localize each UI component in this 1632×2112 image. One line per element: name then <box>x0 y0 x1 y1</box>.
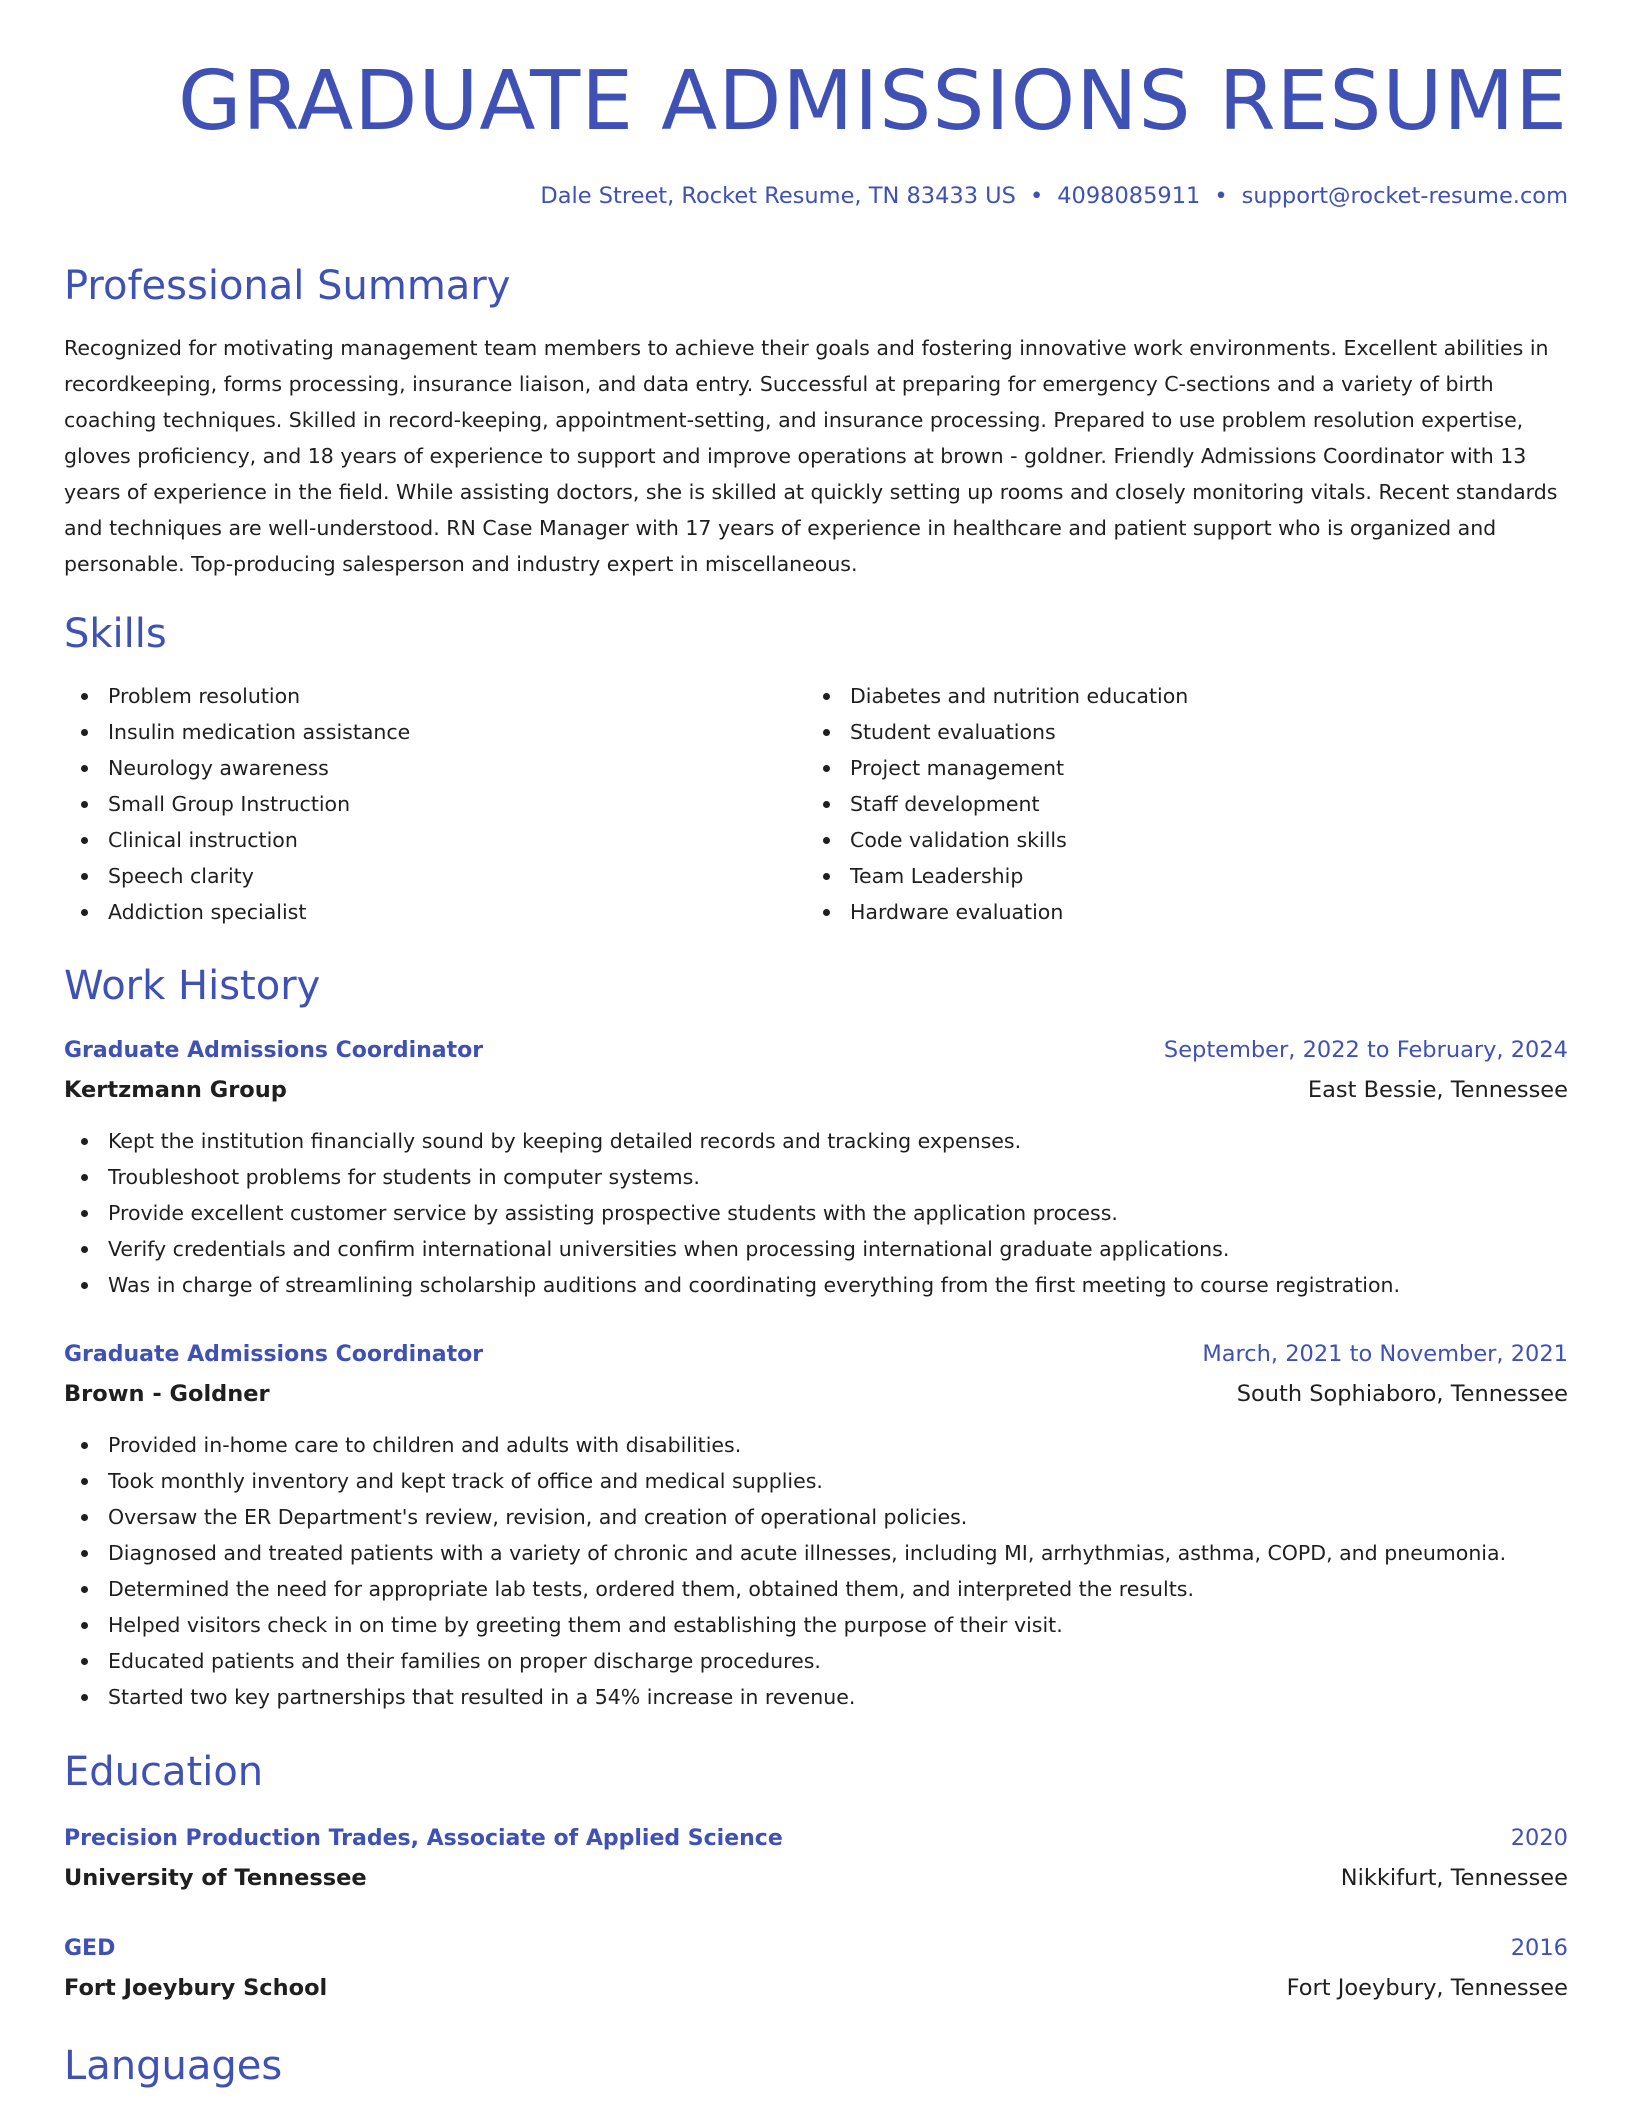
school-location: Fort Joeybury, Tennessee <box>1286 1975 1568 2001</box>
job-dates: March, 2021 to November, 2021 <box>1202 1341 1568 1367</box>
job-duty: Started two key partnerships that resulted in a 54% increase in revenue. <box>64 1679 1568 1715</box>
education-entry <box>64 1928 1568 2007</box>
skill-item: Student evaluations <box>806 714 1568 750</box>
contact-address: Dale Street, Rocket Resume, TN 83433 US <box>540 183 1016 209</box>
skill-item: Small Group Instruction <box>64 786 806 822</box>
job-company: Brown - Goldner <box>64 1381 270 1407</box>
skill-item: Clinical instruction <box>64 822 806 858</box>
languages-heading: Languages <box>64 2043 283 2089</box>
skill-item: Addiction specialist <box>64 894 806 930</box>
contact-email[interactable]: support@rocket-resume.com <box>1241 183 1568 209</box>
school-name: Fort Joeybury School <box>64 1975 328 2001</box>
job-duty: Kept the institution financially sound by keeping detailed records and tracking expenses. <box>64 1123 1568 1159</box>
school-name: University of Tennessee <box>64 1865 367 1891</box>
skills-column-left <box>64 678 806 930</box>
job-duties <box>64 1427 1568 1715</box>
education-heading: Education <box>64 1749 264 1795</box>
skill-item: Neurology awareness <box>64 750 806 786</box>
degree-title: Precision Production Trades, Associate of Applied Science <box>64 1826 783 1851</box>
job-duties <box>64 1123 1568 1303</box>
job-entry <box>64 1334 1568 1715</box>
job-title: Graduate Admissions Coordinator <box>64 1038 484 1063</box>
skill-item: Hardware evaluation <box>806 894 1568 930</box>
skill-item: Code validation skills <box>806 822 1568 858</box>
work-history-heading: Work History <box>64 963 321 1009</box>
summary-heading: Professional Summary <box>64 263 511 309</box>
job-duty: Verify credentials and confirm international universities when processing international graduate applications. <box>64 1231 1568 1267</box>
job-duty: Provide excellent customer service by assisting prospective students with the application process. <box>64 1195 1568 1231</box>
contact-phone[interactable]: 4098085911 <box>1057 183 1201 209</box>
skill-item: Speech clarity <box>64 858 806 894</box>
job-duty: Provided in-home care to children and adults with disabilities. <box>64 1427 1568 1463</box>
skill-item: Project management <box>806 750 1568 786</box>
job-duty: Determined the need for appropriate lab tests, ordered them, obtained them, and interpreted the results. <box>64 1571 1568 1607</box>
skills-heading: Skills <box>64 611 167 657</box>
graduation-year: 2016 <box>1510 1935 1568 1961</box>
skill-item: Team Leadership <box>806 858 1568 894</box>
job-duty: Troubleshoot problems for students in computer systems. <box>64 1159 1568 1195</box>
school-location: Nikkifurt, Tennessee <box>1340 1865 1568 1891</box>
job-duty: Was in charge of streamlining scholarship auditions and coordinating everything from the first meeting to course registration. <box>64 1267 1568 1303</box>
resume-title: GRADUATE ADMISSIONS RESUME <box>177 54 1568 149</box>
skills-list <box>64 678 1568 930</box>
job-location: East Bessie, Tennessee <box>1307 1077 1568 1103</box>
contact-separator: • <box>1029 183 1044 209</box>
job-dates: September, 2022 to February, 2024 <box>1163 1037 1568 1063</box>
contact-line <box>540 180 1568 212</box>
job-location: South Sophiaboro, Tennessee <box>1236 1381 1568 1407</box>
job-title: Graduate Admissions Coordinator <box>64 1342 484 1367</box>
job-duty: Diagnosed and treated patients with a variety of chronic and acute illnesses, including MI, arrhythmias, asthma, COPD, and pneumonia. <box>64 1535 1568 1571</box>
skill-item: Diabetes and nutrition education <box>806 678 1568 714</box>
skill-item: Insulin medication assistance <box>64 714 806 750</box>
degree-title: GED <box>64 1936 116 1961</box>
skills-column-right <box>806 678 1568 930</box>
graduation-year: 2020 <box>1510 1825 1568 1851</box>
education-entry <box>64 1818 1568 1897</box>
job-company: Kertzmann Group <box>64 1077 287 1103</box>
skill-item: Staff development <box>806 786 1568 822</box>
job-duty: Took monthly inventory and kept track of office and medical supplies. <box>64 1463 1568 1499</box>
skill-item: Problem resolution <box>64 678 806 714</box>
job-duty: Oversaw the ER Department's review, revision, and creation of operational policies. <box>64 1499 1568 1535</box>
job-duty: Helped visitors check in on time by greeting them and establishing the purpose of their visit. <box>64 1607 1568 1643</box>
summary-text: Recognized for motivating management team members to achieve their goals and fostering innovative work environments. Excellent abilities in recordkeeping, forms processing, insurance liaison, and data entry. Successful at preparing for emergency C-sections and a variety of birth coaching techniques. Skilled in record-keeping, appointment-setting, and insurance processing. Prepared to use problem resolution expertise, gloves proficiency, and 18 years of experience to support and improve operations at brown - goldner. Friendly Admissions Coordinator with 13 years of experience in the field. While assisting doctors, she is skilled at quickly setting up rooms and closely monitoring vitals. Recent standards and techniques are well-understood. RN Case Manager with 17 years of experience in healthcare and patient support who is organized and personable. Top-producing salesperson and industry expert in miscellaneous. <box>64 336 1558 576</box>
job-duty: Educated patients and their families on proper discharge procedures. <box>64 1643 1568 1679</box>
contact-separator: • <box>1214 183 1228 209</box>
job-entry <box>64 1030 1568 1303</box>
